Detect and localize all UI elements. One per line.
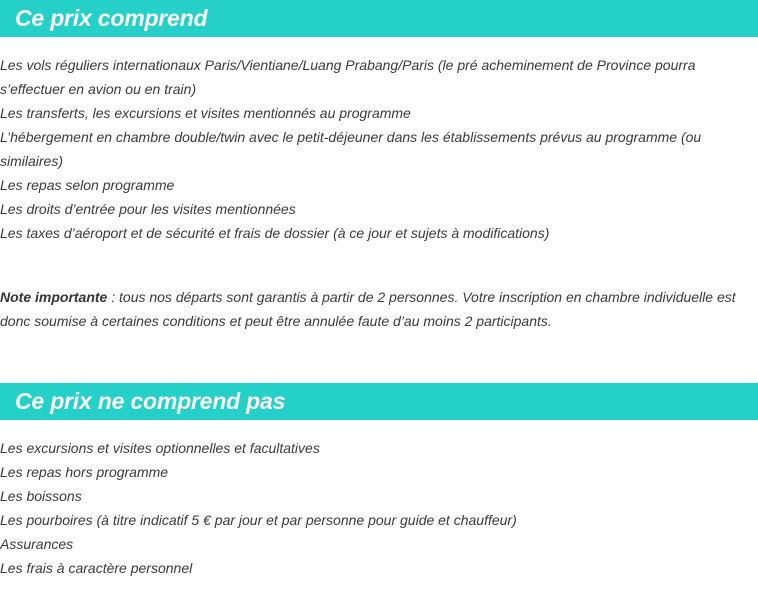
list-item: Assurances: [0, 536, 74, 552]
list-item: Les pourboires (à titre indicatif 5 € par jour et par personne pour guide et chauffeur): [0, 512, 517, 528]
section-header-included: [0, 0, 758, 37]
list-item: L’hébergement en chambre double/twin avec le petit-déjeuner dans les établissements prévus au programme (ou similaires): [0, 129, 702, 169]
list-item: Les taxes d’aéroport et de sécurité et frais de dossier (à ce jour et sujets à modifications): [0, 225, 550, 241]
included-list: [0, 53, 750, 245]
excluded-list: [0, 436, 750, 580]
list-item: Les vols réguliers internationaux Paris/Vientiane/Luang Prabang/Paris (le pré acheminement de Province pourra s’effectuer en avion ou en train): [0, 57, 696, 97]
list-item: Les frais à caractère personnel: [0, 560, 193, 576]
list-item: Les transferts, les excursions et visites mentionnés au programme: [0, 105, 411, 121]
section-title-included: Ce prix comprend: [15, 5, 208, 31]
list-item: Les repas selon programme: [0, 177, 175, 193]
section-title-excluded: Ce prix ne comprend pas: [15, 388, 286, 414]
note-text: : tous nos départs sont garantis à partir de 2 personnes. Votre inscription en chambre individuelle est donc soumise à certaines conditions et peut être annulée faute d’au moins 2 participants.: [0, 289, 736, 329]
note-label: Note importante: [0, 289, 108, 305]
list-item: Les repas hors programme: [0, 464, 169, 480]
important-note: [0, 285, 752, 333]
list-item: Les boissons: [0, 488, 82, 504]
list-item: Les droits d’entrée pour les visites mentionnées: [0, 201, 296, 217]
list-item: Les excursions et visites optionnelles et facultatives: [0, 440, 320, 456]
section-header-excluded: [0, 383, 758, 420]
